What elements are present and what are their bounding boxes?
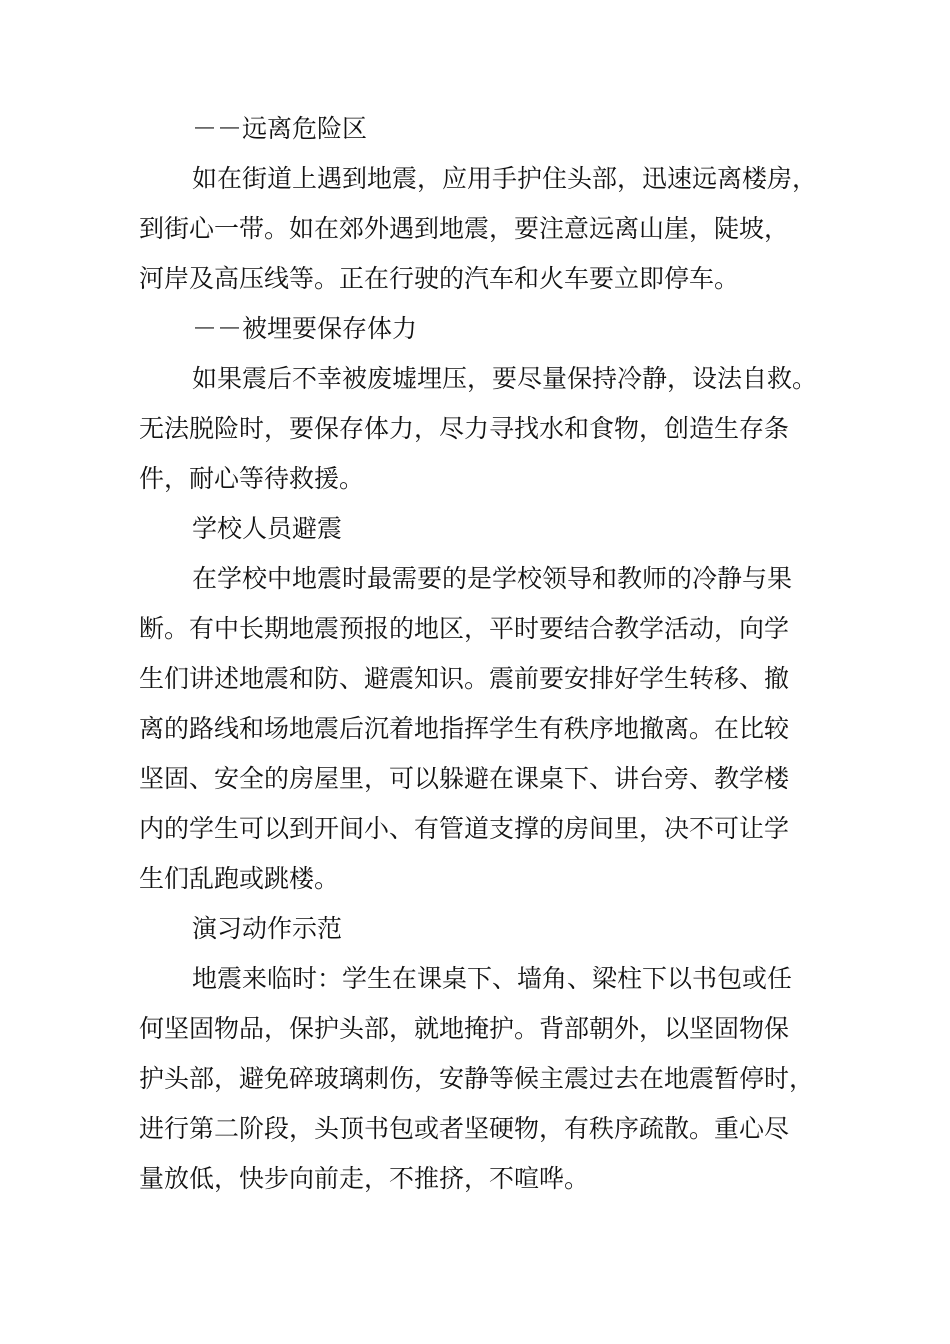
paragraph-line: 量放低，快步向前走，不推挤，不喧哗。 [139,1164,590,1193]
paragraph-line: 如果震后不幸被废墟埋压，要尽量保持冷静，设法自救。 [192,364,818,393]
paragraph-line: 在学校中地震时最需要的是学校领导和教师的冷静与果 [192,564,793,593]
paragraph-line: 如在街道上遇到地震，应用手护住头部，迅速远离楼房， [192,164,818,193]
paragraph-line: 生们乱跑或跳楼。 [139,864,340,893]
paragraph-line: 坚固、安全的房屋里，可以躲避在课桌下、讲台旁、教学楼 [139,764,790,793]
paragraph-line: 生们讲述地震和防、避震知识。震前要安排好学生转移、撤 [139,664,790,693]
document-body [139,104,829,1204]
heading-drill-demonstration: 演习动作示范 [192,914,343,943]
paragraph-line: 内的学生可以到开间小、有管道支撑的房间里，决不可让学 [139,814,790,843]
paragraph-line: 何坚固物品，保护头部，就地掩护。背部朝外，以坚固物保 [139,1014,790,1043]
paragraph-line: 件，耐心等待救援。 [139,464,365,493]
paragraph-line: 护头部，避免碎玻璃刺伤，安静等候主震过去在地震暂停时， [139,1064,815,1093]
paragraph-line: 河岸及高压线等。正在行驶的汽车和火车要立即停车。 [139,264,740,293]
paragraph-line: 无法脱险时，要保存体力，尽力寻找水和食物，创造生存条 [139,414,790,443]
paragraph-line: 地震来临时：学生在课桌下、墙角、梁柱下以书包或任 [192,964,793,993]
heading-preserve-strength: －－被埋要保存体力 [192,314,418,343]
paragraph-line: 离的路线和场地震后沉着地指挥学生有秩序地撤离。在比较 [139,714,790,743]
paragraph-line: 到街心一带。如在郊外遇到地震，要注意远离山崖，陡坡， [139,214,790,243]
paragraph-line: 进行第二阶段，头顶书包或者坚硬物，有秩序疏散。重心尽 [139,1114,790,1143]
paragraph-line: 断。有中长期地震预报的地区，平时要结合教学活动，向学 [139,614,790,643]
heading-stay-away-from-danger: －－远离危险区 [192,114,368,143]
heading-school-earthquake-safety: 学校人员避震 [192,514,343,543]
